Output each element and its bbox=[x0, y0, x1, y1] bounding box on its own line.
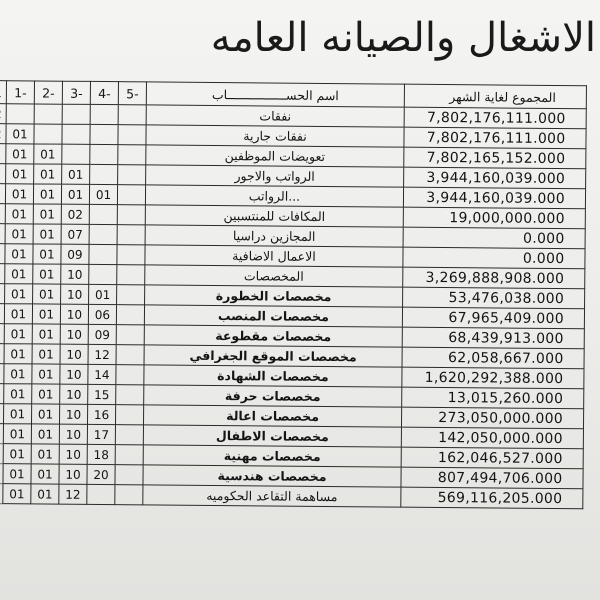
account-name-cell: المجازين دراسيا bbox=[145, 225, 403, 247]
account-name-cell: مخصصات حرفة bbox=[144, 385, 402, 407]
amount-cell: 3,944,160,039.000 bbox=[403, 187, 585, 209]
header-amount: المجموع لغاية الشهر bbox=[404, 84, 586, 109]
code-cell-2: 01 bbox=[4, 404, 32, 424]
account-name-cell: مخصصات هندسية bbox=[143, 465, 401, 487]
code-cell-4: 12 bbox=[59, 484, 87, 504]
code-cell-6 bbox=[116, 345, 144, 365]
code-cell-3: 01 bbox=[33, 184, 61, 204]
code-cell-5: 01 bbox=[89, 284, 117, 304]
code-cell-5: 09 bbox=[88, 324, 116, 344]
code-cell-2: 01 bbox=[5, 264, 33, 284]
code-cell-4: 10 bbox=[60, 384, 88, 404]
code-cell-2: 01 bbox=[4, 324, 32, 344]
account-name-cell: ...الرواتب bbox=[145, 185, 403, 207]
code-cell-4: 09 bbox=[61, 244, 89, 264]
code-cell-3: 01 bbox=[31, 424, 59, 444]
code-cell-6 bbox=[117, 245, 145, 265]
amount-cell: 807,494,706.000 bbox=[401, 467, 583, 489]
code-cell-5: 20 bbox=[87, 464, 115, 484]
accounts-table bbox=[0, 80, 587, 509]
code-cell-4: 10 bbox=[60, 304, 88, 324]
header-code-4: 3- bbox=[62, 81, 90, 104]
table-row bbox=[0, 483, 583, 508]
amount-cell: 142,050,000.000 bbox=[401, 427, 583, 449]
table-body bbox=[0, 104, 586, 509]
code-cell-2: 01 bbox=[4, 364, 32, 384]
code-cell-6 bbox=[117, 205, 145, 225]
code-cell-6 bbox=[118, 125, 146, 145]
code-cell-3: 01 bbox=[32, 304, 60, 324]
amount-cell: 13,015,260.000 bbox=[402, 387, 584, 409]
code-cell-6 bbox=[115, 405, 143, 425]
code-cell-2: 01 bbox=[5, 284, 33, 304]
account-name-cell: المخصصات bbox=[145, 265, 403, 287]
code-cell-3: 01 bbox=[31, 464, 59, 484]
header-code-5: 4- bbox=[90, 81, 118, 104]
code-cell-2: 01 bbox=[5, 224, 33, 244]
code-cell-4: 07 bbox=[61, 224, 89, 244]
code-cell-6 bbox=[116, 305, 144, 325]
code-cell-5 bbox=[89, 224, 117, 244]
code-cell-3: 01 bbox=[32, 404, 60, 424]
code-cell-2 bbox=[6, 104, 34, 124]
code-cell-3: 01 bbox=[32, 364, 60, 384]
accounts-table-sheet bbox=[0, 80, 600, 550]
code-cell-4: 10 bbox=[59, 424, 87, 444]
code-cell-3: 01 bbox=[32, 324, 60, 344]
code-cell-3: 01 bbox=[33, 244, 61, 264]
code-cell-5: 06 bbox=[88, 304, 116, 324]
code-cell-4: 10 bbox=[60, 364, 88, 384]
code-cell-5: 12 bbox=[88, 344, 116, 364]
code-cell-6 bbox=[115, 425, 143, 445]
code-cell-6 bbox=[118, 165, 146, 185]
code-cell-4: 10 bbox=[59, 444, 87, 464]
code-cell-3: 01 bbox=[33, 204, 61, 224]
code-cell-3: 01 bbox=[33, 284, 61, 304]
header-code-2: 1- bbox=[6, 81, 34, 104]
account-name-cell: مخصصات الموقع الجغرافي bbox=[144, 345, 402, 367]
code-cell-2: 01 bbox=[3, 444, 31, 464]
code-cell-4: 10 bbox=[59, 464, 87, 484]
code-cell-2: 01 bbox=[3, 424, 31, 444]
amount-cell: 7,802,176,111.000 bbox=[404, 107, 586, 129]
code-cell-4: 01 bbox=[62, 164, 90, 184]
code-cell-3 bbox=[34, 124, 62, 144]
account-name-cell: الاعمال الاضافية bbox=[145, 245, 403, 267]
header-code-6: 5- bbox=[118, 82, 146, 105]
code-cell-6 bbox=[115, 465, 143, 485]
amount-cell: 569,116,205.000 bbox=[401, 487, 583, 509]
amount-cell: 67,965,409.000 bbox=[402, 307, 584, 329]
code-cell-2: 01 bbox=[4, 344, 32, 364]
code-cell-6 bbox=[115, 485, 143, 505]
account-name-cell: نفقات جارية bbox=[146, 125, 404, 147]
code-cell-5: 18 bbox=[87, 444, 115, 464]
header-code-3: 2- bbox=[34, 81, 62, 104]
account-name-cell: مخصصات الشهادة bbox=[144, 365, 402, 387]
code-cell-5 bbox=[89, 244, 117, 264]
account-name-cell: مخصصات المنصب bbox=[144, 305, 402, 327]
code-cell-3: 01 bbox=[32, 344, 60, 364]
code-cell-5: 16 bbox=[87, 404, 115, 424]
code-cell-6 bbox=[115, 445, 143, 465]
document-title: الاشغال والصيانه العامه bbox=[210, 15, 596, 61]
amount-cell: 19,000,000.000 bbox=[403, 207, 585, 229]
account-name-cell: تعويضات الموظفين bbox=[146, 145, 404, 167]
account-name-cell: نفقات bbox=[146, 105, 404, 127]
code-cell-6 bbox=[116, 385, 144, 405]
code-cell-3 bbox=[34, 104, 62, 124]
code-cell-3: 01 bbox=[32, 384, 60, 404]
code-cell-5 bbox=[89, 264, 117, 284]
code-cell-6 bbox=[116, 325, 144, 345]
code-cell-6 bbox=[118, 105, 146, 125]
code-cell-4: 10 bbox=[61, 284, 89, 304]
code-cell-4: 10 bbox=[60, 344, 88, 364]
code-cell-6 bbox=[117, 265, 145, 285]
amount-cell: 7,802,176,111.000 bbox=[404, 127, 586, 149]
code-cell-4: 01 bbox=[61, 184, 89, 204]
account-name-cell: الرواتب والاجور bbox=[146, 165, 404, 187]
code-cell-5 bbox=[90, 144, 118, 164]
code-cell-6 bbox=[117, 185, 145, 205]
code-cell-4 bbox=[62, 144, 90, 164]
code-cell-4: 02 bbox=[61, 204, 89, 224]
code-cell-5: 15 bbox=[88, 384, 116, 404]
account-name-cell: مخصصات مقطوعة bbox=[144, 325, 402, 347]
account-name-cell: مخصصات اعالة bbox=[143, 405, 401, 427]
amount-cell: 3,944,160,039.000 bbox=[404, 167, 586, 189]
code-cell-2: 01 bbox=[6, 144, 34, 164]
code-cell-2: 01 bbox=[5, 244, 33, 264]
code-cell-3: 01 bbox=[34, 164, 62, 184]
code-cell-5 bbox=[90, 124, 118, 144]
code-cell-5 bbox=[87, 484, 115, 504]
amount-cell: 162,046,527.000 bbox=[401, 447, 583, 469]
code-cell-3: 01 bbox=[31, 444, 59, 464]
code-cell-2: 01 bbox=[3, 464, 31, 484]
amount-cell: 3,269,888,908.000 bbox=[403, 267, 585, 289]
account-name-cell: مخصصات الاطفال bbox=[143, 425, 401, 447]
code-cell-3: 01 bbox=[34, 144, 62, 164]
header-account-name: اسم الحســــــــــــــــاب bbox=[146, 82, 404, 107]
code-cell-4 bbox=[62, 104, 90, 124]
account-name-cell: مخصصات الخطورة bbox=[145, 285, 403, 307]
code-cell-2: 01 bbox=[6, 164, 34, 184]
code-cell-4: 10 bbox=[61, 264, 89, 284]
account-name-cell: مخصصات مهنية bbox=[143, 445, 401, 467]
amount-cell: 273,050,000.000 bbox=[401, 407, 583, 429]
code-cell-5: 01 bbox=[89, 184, 117, 204]
code-cell-5: 17 bbox=[87, 424, 115, 444]
code-cell-2: 01 bbox=[5, 184, 33, 204]
amount-cell: 68,439,913.000 bbox=[402, 327, 584, 349]
code-cell-3: 01 bbox=[33, 264, 61, 284]
code-cell-6 bbox=[116, 365, 144, 385]
code-cell-2: 01 bbox=[4, 304, 32, 324]
code-cell-5 bbox=[89, 204, 117, 224]
amount-cell: 0.000 bbox=[403, 227, 585, 249]
amount-cell: 7,802,165,152.000 bbox=[404, 147, 586, 169]
code-cell-4 bbox=[62, 124, 90, 144]
amount-cell: 1,620,292,388.000 bbox=[402, 367, 584, 389]
code-cell-4: 10 bbox=[60, 324, 88, 344]
account-name-cell: المكافات للمنتسبين bbox=[145, 205, 403, 227]
code-cell-6 bbox=[117, 225, 145, 245]
code-cell-2: 01 bbox=[6, 124, 34, 144]
code-cell-5 bbox=[90, 104, 118, 124]
code-cell-6 bbox=[118, 145, 146, 165]
amount-cell: 0.000 bbox=[403, 247, 585, 269]
code-cell-6 bbox=[117, 285, 145, 305]
code-cell-5: 14 bbox=[88, 364, 116, 384]
code-cell-5 bbox=[90, 164, 118, 184]
code-cell-2: 01 bbox=[3, 484, 31, 504]
code-cell-2: 01 bbox=[5, 204, 33, 224]
amount-cell: 53,476,038.000 bbox=[403, 287, 585, 309]
code-cell-4: 10 bbox=[59, 404, 87, 424]
code-cell-3: 01 bbox=[33, 224, 61, 244]
code-cell-3: 01 bbox=[31, 484, 59, 504]
code-cell-2: 01 bbox=[4, 384, 32, 404]
account-name-cell: مساهمة التقاعد الحكوميه bbox=[143, 485, 401, 507]
amount-cell: 62,058,667.000 bbox=[402, 347, 584, 369]
